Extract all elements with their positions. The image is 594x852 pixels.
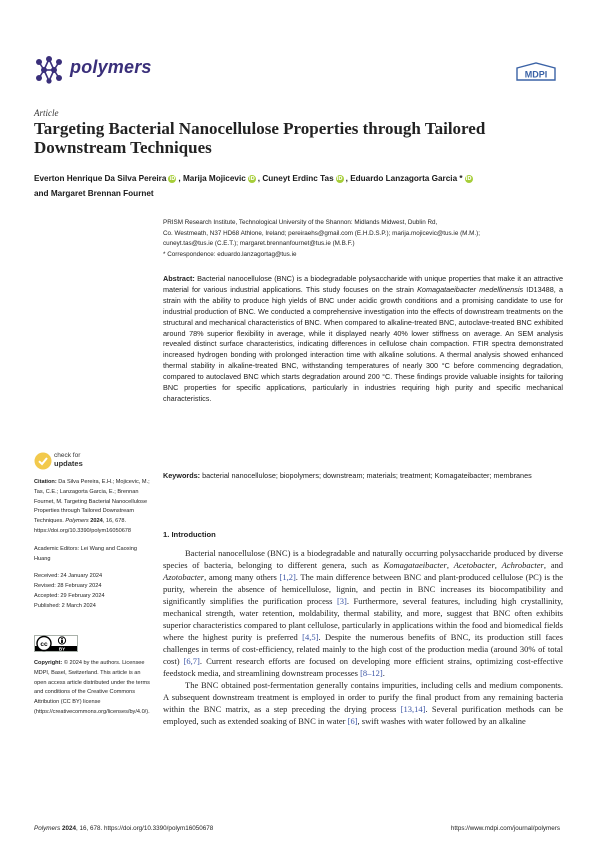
citation-link[interactable]: [4,5] <box>302 632 319 642</box>
genus-name: Achrobacter <box>501 560 544 570</box>
abstract-text: Bacterial nanocellulose (BNC) is a biodegradable polysaccharide with unique properties that make it an attractive material for various industrial applications. This study focuses on the strain <box>163 274 563 294</box>
author-list: Everton Henrique Da Silva Pereira iD , Marija Mojicevic iD , Cuneyt Erdinc Tas iD , Eduardo Lanzagorta Garcia * iD and Margaret Brennan Fournet <box>34 174 472 198</box>
date-published: Published: 2 March 2024 <box>34 602 96 609</box>
citation-link[interactable]: [6,7] <box>183 656 200 666</box>
section-heading: 1. Introduction <box>163 530 216 539</box>
keywords-label: Keywords: <box>163 471 201 480</box>
copyright-label: Copyright: <box>34 660 63 666</box>
citation-doi[interactable]: , 16, 678. https://doi.org/10.3390/polym16050678 <box>34 518 132 534</box>
orcid-icon[interactable]: iD <box>465 175 472 182</box>
abstract-text: ID13488, a strain with the ability to produce high yields of BNC under acidic growth conditions and a promising candidate to use for industrial production of BNC. We conducted a comprehensive investigation into the effects of downstream treatments on the structural and mechanical characteristics of BNC. When compared to alkaline-treated BNC, autoclave-treated BNC exhibited around 78% superior flexibility in average, while it displayed nearly 40% lower stiffness on average. An SEM analysis revealed distinct surface characteristics, indicating differences in cellulose chain compaction. FTIR spectra demonstrated increased hydrogen bonding with prolonged interaction time with alkaline solutions. A thermal analysis showed enhanced thermal stability in alkaline-treated BNC, withstanding temperatures of nearly 300 °C before commencing degradation, compared to autoclaved BNC which starts degradation around 200 °C. These findings provide valuable insights for tailoring BNC properties for specific applications, particularly in industries requiring high purity and specific mechanical characteristics. <box>163 284 563 403</box>
genus-name: Acetobacter <box>453 560 495 570</box>
check-for-updates-icon[interactable] <box>34 452 52 470</box>
check-line: check for <box>54 452 81 459</box>
date-received: Received: 24 January 2024 <box>34 573 103 580</box>
footer-journal: Polymers <box>34 825 61 832</box>
polymers-logo-icon <box>34 54 64 84</box>
orcid-icon[interactable]: iD <box>169 175 176 182</box>
affiliation <box>163 218 563 260</box>
citation-journal: Polymers <box>65 518 89 525</box>
date-revised: Revised: 28 February 2024 <box>34 583 102 590</box>
paragraph: The BNC obtained post-fermentation generally contains impurities, including cells and medium components. A subsequent downstream treatment is employed in order to purify the final product from any remaining bacteria within the BNC matrix, as a step preceding the drying process [13,14]. Several purification methods can be employed, such as extended soaking of BNC in water [6], swift washes with water followed by an alkaline <box>163 680 563 726</box>
article-type: Article <box>34 108 59 118</box>
date-accepted: Accepted: 29 February 2024 <box>34 592 105 599</box>
svg-text:BY: BY <box>58 646 66 652</box>
keywords <box>163 470 563 481</box>
abstract-label: Abstract: <box>163 274 195 283</box>
academic-editors: Academic Editors: Lei Wang and Caoxing Huang <box>34 545 138 562</box>
footer-year: 2024 <box>60 825 77 832</box>
abstract <box>163 274 563 405</box>
citation-link[interactable]: [6] <box>347 716 358 726</box>
citation <box>34 478 154 537</box>
citation-year: 2024 <box>88 518 103 525</box>
citation-link[interactable]: [8–12] <box>360 668 383 678</box>
author[interactable]: Margaret Brennan Fournet <box>50 189 154 198</box>
species-name: Komagataeibacter medellinensis <box>417 284 524 294</box>
article-title: Targeting Bacterial Nanocellulose Properties through Tailored Downstream Techniques <box>34 119 486 157</box>
genus-name: Azotobacter <box>163 572 205 582</box>
citation-link[interactable]: [13,14] <box>400 704 426 714</box>
genus-name: Komagataeibacter <box>383 560 447 570</box>
paragraph: Bacterial nanocellulose (BNC) is a biodegradable and naturally occurring polysaccharide produced by diverse species of bacteria, belonging to different genera, such as Komagataeibacter, Acetobacter, Achrobacter, and Azotobacter, among many others [1,2]. The main difference between BNC and plant-produced cellulose (PC) is the purity, wherein the absence of hemicellulose, lignin, and pectin in BNC increases its biocompatibility and significantly simplifies the purification process [3]. Furthermore, several features, including high crystallinity, mechanical strength, water retention, moldability, thermal stability, and more, suggest that BNC often exhibits superior characteristics compared to plant cellulose, particularly in applications within the food and biomedical fields where the highest purity is preferred [4,5]. Despite the numerous benefits of BNC, its production still faces challenges in terms of cost-efficiency, related mainly to the high cost of the production media (around 30% of total cost) [6,7]. Current research efforts are focused on developing more efficient strains, optimizing cost-effective feedstock media, and streamlining downstream processes [8–12]. <box>163 548 563 678</box>
body-text <box>163 547 563 727</box>
footer-journal-url[interactable]: https://www.mdpi.com/journal/polymers <box>450 825 560 832</box>
copyright-text: © 2024 by the authors. Licensee MDPI, Basel, Switzerland. This article is an open access article distributed under the terms and conditions of the Creative Commons Attribution (CC BY) license (https://creativecommons.org/licenses/by/4.0/). <box>34 660 150 715</box>
check-for-updates-label[interactable] <box>54 452 83 468</box>
affiliation-line: PRISM Research Institute, Technological University of the Shannon: Midlands Midwest, Dublin Rd, <box>163 219 438 226</box>
orcid-icon[interactable]: iD <box>336 175 343 182</box>
citation-text: Da Silva Pereira, E.H.; Mojicevic, M.; Tas, C.E.; Lanzagorta Garcia, E.; Brennan Fournet, M. Targeting Bacterial Nanocellulose Properties through Tailored Downstream Techniques. <box>34 479 150 525</box>
author[interactable]: Cuneyt Erdinc Tas <box>262 174 334 183</box>
svg-text:MDPI: MDPI <box>524 69 548 80</box>
svg-text:cc: cc <box>40 641 48 648</box>
author[interactable]: Everton Henrique Da Silva Pereira <box>34 174 167 183</box>
check-line: updates <box>54 459 83 468</box>
citation-label: Citation: <box>34 479 57 485</box>
footer-citation <box>34 825 213 832</box>
journal-name: polymers <box>70 57 152 77</box>
cc-by-license-icon[interactable] <box>34 635 78 652</box>
correspondence: * Correspondence: eduardo.lanzagortag@tus.ie <box>163 250 297 258</box>
affiliation-line: cuneyt.tas@tus.ie (C.E.T.); margaret.brennanfournet@tus.ie (M.B.F.) <box>163 240 355 248</box>
citation-link[interactable]: [3] <box>336 596 347 606</box>
affiliation-line: Co. Westmeath, N37 HD68 Athlone, Ireland; pereiraehs@gmail.com (E.H.D.S.P.); marija.mojicevic@tus.ie (M.M.); <box>163 229 481 237</box>
orcid-icon[interactable]: iD <box>248 175 255 182</box>
mdpi-logo-icon <box>515 62 557 82</box>
author-conjunction: and <box>34 189 49 198</box>
author[interactable]: Eduardo Lanzagorta Garcia * <box>350 174 463 183</box>
keywords-text: bacterial nanocellulose; biopolymers; downstream; materials; treatment; Komagateibacter; membranes <box>200 471 532 480</box>
sidebar <box>34 478 154 612</box>
footer-doi[interactable]: , 16, 678. https://doi.org/10.3390/polym16050678 <box>76 825 214 832</box>
copyright-notice <box>34 659 154 718</box>
citation-link[interactable]: [1,2] <box>279 572 296 582</box>
author[interactable]: Marija Mojicevic <box>182 174 246 183</box>
